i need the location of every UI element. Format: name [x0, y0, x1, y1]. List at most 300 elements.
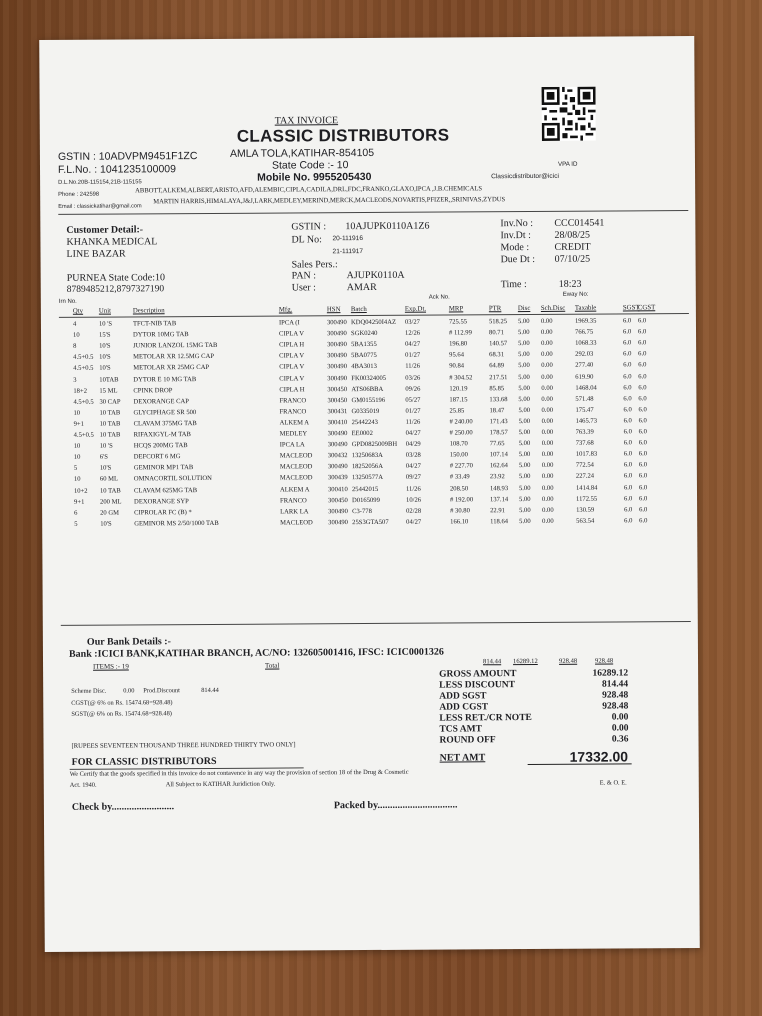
cell-exp-date: 11/26: [405, 418, 421, 426]
col-header-hsn: HSN: [326, 306, 341, 314]
cell-description: DEXORANGE SYP: [134, 497, 189, 506]
cell-sgst: 6.0: [623, 472, 633, 480]
totals-value: 0.00: [611, 723, 629, 734]
cell-sgst: 6.0: [622, 328, 632, 336]
cell-mrp: # 30.80: [450, 507, 470, 515]
prod-discount-label: Prod.Discount: [143, 687, 180, 695]
cell-exp-date: 04/29: [405, 440, 421, 448]
cell-unit: 10'S: [100, 520, 112, 528]
cell-sgst: 6.0: [624, 506, 633, 514]
cell-sch-disc: 0.00: [541, 395, 553, 403]
cell-hsn: 300490: [327, 441, 348, 449]
prod-discount-value: 814.44: [201, 686, 219, 695]
totals-value: 0.36: [611, 734, 629, 745]
company-email: Email : classickatihar@gmail.com: [58, 203, 142, 210]
cell-batch: 13250683A: [351, 452, 383, 460]
cell-mfg: MACLEOD: [279, 474, 313, 482]
cell-unit: 10'S: [99, 464, 112, 472]
cell-hsn: 300410: [327, 485, 348, 493]
cell-disc: 5.00: [519, 506, 531, 514]
cell-taxable: 227.24: [575, 473, 595, 481]
customer-city-state: PURNEA State Code:10: [66, 272, 166, 284]
cell-exp-date: 03/28: [405, 451, 421, 459]
cell-disc: 5.00: [518, 440, 531, 448]
cell-description: RIFAXIGYL-M TAB: [133, 431, 191, 439]
cell-description: DYTOR E 10 MG TAB: [133, 375, 197, 383]
cell-sch-disc: 0.00: [542, 506, 554, 514]
cell-mrp: 95.64: [449, 351, 465, 359]
cell-cgst: 6.0: [638, 361, 647, 369]
cell-ptr: 137.14: [490, 495, 509, 503]
cell-hsn: 300450: [327, 396, 348, 404]
cell-mrp: 150.00: [449, 451, 468, 459]
col-header-qty: Qty: [72, 307, 84, 315]
cell-hsn: 300490: [326, 319, 347, 327]
cell-ptr: 518.25: [488, 318, 508, 326]
cell-cgst: 6.0: [638, 472, 648, 480]
cell-sgst: 6.0: [623, 461, 633, 469]
customer-dl-2: 21-111917: [332, 248, 364, 256]
bank-details: Bank :ICICI BANK,KATIHAR BRANCH, AC/NO: 132605001416, IFSC: ICIC0001326: [68, 646, 444, 660]
ack-label: Ack No.: [428, 294, 450, 301]
cell-mrp: 108.70: [449, 440, 468, 448]
state-code: State Code :- 10: [271, 159, 349, 172]
irn-label: Irn No.: [58, 298, 77, 305]
cell-description: HCQS 200MG TAB: [133, 442, 188, 450]
cell-mfg: LARK LA: [280, 508, 309, 516]
cell-batch: FK00324005: [351, 374, 387, 382]
cell-mfg: FRANCO: [279, 408, 307, 416]
cell-taxable: 619.90: [575, 373, 594, 381]
scheme-disc-value: 0.00: [123, 687, 135, 695]
cell-ptr: 22.91: [490, 506, 505, 514]
cell-mfg: IPCA (I: [278, 319, 300, 327]
cell-qty: 5: [74, 520, 78, 528]
cell-cgst: 6.0: [638, 450, 648, 458]
cell-exp-date: 01/27: [405, 407, 421, 415]
cell-sgst: 6.0: [623, 350, 632, 358]
cell-description: TFCT-NIB TAB: [132, 320, 177, 328]
pan-label: PAN :: [291, 270, 317, 282]
cell-disc: 5.00: [518, 340, 530, 348]
items-count: ITEMS :- 19: [93, 662, 129, 671]
cell-disc: 5.00: [518, 373, 530, 381]
cell-batch: SGK0240: [350, 330, 378, 338]
cell-unit: 10 TAB: [99, 431, 121, 439]
company-phone: Phone : 242598: [58, 191, 100, 198]
cell-hsn: 300490: [327, 363, 348, 371]
cell-qty: 3: [73, 376, 77, 384]
col-header-batch: Batch: [350, 306, 367, 314]
cgst-line: CGST(@ 6% on Rs. 15474.68=928.48): [71, 699, 173, 707]
cell-mrp: 25.85: [449, 407, 465, 415]
cell-qty: 8: [73, 342, 77, 350]
totals-value: 16289.12: [592, 668, 629, 679]
cell-exp-date: 04/27: [405, 462, 421, 471]
totals-label: LESS RET./CR NOTE: [439, 713, 532, 724]
cell-unit: 10 'S: [99, 442, 113, 450]
cell-disc: 5.00: [518, 351, 530, 359]
certify-line-1: We Certify that the goods specified in this invoice do not contavence in any way the provision of section 18 of the Drug & Cosmetic: [69, 768, 409, 778]
cell-disc: 5.00: [518, 406, 531, 414]
user-value: AMAR: [346, 281, 377, 294]
cell-sgst: 6.0: [623, 339, 632, 347]
cell-sgst: 6.0: [623, 483, 633, 491]
cell-mfg: CIPLA H: [279, 341, 305, 349]
cell-disc: 5.00: [519, 517, 531, 525]
cell-batch: 5BA1355: [351, 341, 377, 349]
cell-qty: 9+1: [74, 498, 85, 506]
cell-sgst: 6.0: [623, 450, 633, 458]
cell-exp-date: 09/26: [405, 385, 421, 393]
cell-cgst: 6.0: [638, 383, 647, 391]
cell-ptr: 148.93: [489, 484, 509, 492]
packed-by: Packed by................................: [333, 799, 458, 812]
cell-qty: 10: [73, 409, 81, 417]
cell-cgst: 6.0: [638, 372, 647, 380]
cell-batch: 25S3GTA507: [352, 518, 389, 526]
totals-label: TCS AMT: [439, 724, 482, 735]
cell-ptr: 178.57: [489, 429, 508, 437]
total-discount: 814.44: [483, 658, 502, 666]
cell-taxable: 277.40: [575, 362, 594, 370]
cell-taxable: 1414.84: [575, 484, 598, 492]
cell-sch-disc: 0.00: [542, 495, 554, 503]
cell-qty: 4.5+0.5: [73, 431, 94, 439]
cell-mfg: FRANCO: [279, 397, 307, 405]
cell-exp-date: 03/27: [404, 318, 421, 326]
cell-sgst: 6.0: [623, 406, 632, 414]
cell-taxable: 763.39: [575, 428, 594, 436]
scheme-disc-label: Scheme Disc.: [71, 687, 107, 695]
cell-hsn: 300410: [327, 419, 348, 427]
col-header-disc: Disc: [517, 305, 531, 313]
cell-sgst: 6.0: [623, 417, 632, 425]
cell-qty: 6: [74, 509, 78, 517]
cell-hsn: 300450: [327, 385, 348, 393]
cell-qty: 10: [73, 453, 81, 461]
cell-sgst: 6.0: [623, 361, 632, 369]
cell-mrp: 196.80: [449, 340, 468, 348]
customer-gstin-label: GSTIN :: [291, 221, 327, 233]
cell-sch-disc: 0.00: [541, 462, 554, 470]
col-header-sgst: SGST: [622, 304, 640, 312]
cell-description: GEMINOR MS 2/50/1000 TAB: [134, 519, 219, 528]
sales-person-label: Sales Pers.:: [291, 259, 338, 271]
cell-qty: 4: [72, 320, 77, 328]
cell-unit: 10'S: [99, 364, 111, 373]
cell-sch-disc: 0.00: [541, 384, 553, 392]
cell-taxable: 1172.55: [576, 495, 598, 503]
eoe-note: E. & O. E.: [599, 779, 627, 787]
cell-taxable: 766.75: [574, 328, 594, 336]
cell-ptr: 162.64: [489, 462, 508, 470]
cell-unit: 10'S: [99, 342, 111, 350]
cell-batch: D0165099: [352, 496, 380, 504]
cell-batch: G0335019: [351, 407, 380, 415]
cell-ptr: 140.57: [489, 340, 508, 348]
cell-taxable: 1468.04: [575, 384, 597, 392]
cell-batch: KDQ04250I4AZ: [350, 318, 397, 327]
cell-mfg: MEDLEY: [279, 430, 308, 438]
cell-unit: 10'S: [99, 353, 111, 361]
totals-value: 928.48: [602, 701, 629, 712]
eway-label: Eway No:: [562, 291, 589, 298]
cell-exp-date: 12/26: [404, 329, 421, 337]
cell-ptr: 217.51: [489, 373, 508, 381]
customer-gstin: 10AJUPK0110A1Z6: [345, 220, 430, 233]
cell-ptr: 107.14: [489, 451, 508, 459]
cell-cgst: 6.0: [638, 350, 647, 358]
cell-mrp: # 33.49: [449, 473, 470, 481]
cell-unit: 10 'S: [98, 320, 113, 328]
cell-cgst: 6.0: [637, 328, 647, 336]
sgst-line: SGST(@ 6% on Rs. 15474.68=928.48): [71, 710, 172, 718]
company-mobile: Mobile No. 9955205430: [257, 170, 372, 184]
cell-disc: 5.00: [518, 451, 531, 459]
cell-qty: 10+2: [73, 487, 88, 495]
cell-qty: 4.5+0.5: [73, 365, 94, 373]
cell-ptr: 64.89: [489, 362, 505, 370]
cell-sch-disc: 0.00: [540, 317, 553, 325]
cell-mrp: # 250.00: [449, 429, 473, 437]
cell-hsn: 300490: [328, 507, 348, 515]
col-header-cgst: CGST: [637, 304, 656, 312]
cell-batch: ATS06BBA: [351, 385, 384, 393]
cell-hsn: 300490: [328, 518, 348, 527]
invoice-paper: [39, 36, 700, 952]
inv-date-label: Inv.Dt :: [500, 230, 531, 242]
cell-taxable: 1969.35: [574, 317, 597, 325]
cell-description: CLAVAM 625MG TAB: [133, 486, 198, 494]
due-date: 07/10/25: [554, 253, 591, 265]
cell-qty: 10: [73, 442, 81, 450]
cell-unit: 10 TAB: [99, 409, 121, 417]
cell-batch: 13250577A: [351, 474, 384, 482]
net-amount-label: NET AMT: [439, 752, 486, 764]
customer-area: LINE BAZAR: [66, 248, 126, 260]
cell-taxable: 571.48: [575, 395, 594, 403]
company-address: AMLA TOLA,KATIHAR-854105: [229, 146, 375, 160]
cell-hsn: 300432: [327, 452, 348, 460]
cell-unit: 10 TAB: [99, 420, 121, 428]
cell-disc: 5.00: [518, 473, 531, 481]
cell-sch-disc: 0.00: [541, 439, 554, 448]
time-value: 18:23: [558, 278, 582, 290]
customer-label: Customer Detail:-: [66, 224, 144, 236]
cell-mrp: # 112.99: [448, 329, 472, 337]
cell-ptr: 171.43: [489, 418, 508, 426]
cell-cgst: 6.0: [639, 517, 648, 525]
cell-taxable: 563.54: [576, 517, 595, 525]
certify-line-2: Act. 1940.: [69, 781, 97, 789]
cell-sgst: 6.0: [623, 372, 632, 380]
jurisdiction-note: All Subject to KATIHAR Juridiction Only.: [165, 780, 276, 789]
cell-disc: 5.00: [518, 384, 530, 392]
cell-hsn: 300490: [327, 341, 347, 349]
cell-sch-disc: 0.00: [541, 417, 554, 425]
col-header-ptr: PTR: [488, 305, 502, 313]
cell-mfg: CIPLA H: [279, 385, 305, 394]
cell-mrp: # 227.70: [449, 462, 473, 470]
qr-code-icon: [542, 87, 596, 141]
cell-mfg: MACLEOD: [280, 519, 313, 527]
cell-unit: 15 ML: [99, 387, 118, 395]
cell-mrp: # 240.00: [449, 418, 473, 426]
brands-line-1: ABBOTT,ALKEM,ALBERT,ARISTO,AFD,ALEMBIC,CIPLA,CADILA,DRL,FDC,FRANKO,GLAXO,IPCA ,J.B.CHEMICALS: [135, 185, 483, 195]
pan-value: AJUPK0110A: [346, 269, 405, 282]
cell-batch: 4BA3013: [351, 363, 377, 371]
total-cgst: 928.48: [595, 657, 614, 665]
cell-cgst: 6.0: [638, 461, 648, 469]
totals-label: ADD SGST: [439, 691, 487, 702]
cell-qty: 18+2: [73, 387, 87, 395]
cell-sch-disc: 0.00: [541, 484, 554, 492]
cell-mrp: 166.10: [450, 518, 469, 526]
customer-name: KHANKA MEDICAL: [66, 236, 158, 248]
cell-unit: 15'S: [99, 331, 111, 339]
cell-sgst: 6.0: [624, 494, 633, 503]
cell-mrp: # 304.52: [449, 373, 473, 382]
cell-disc: 5.00: [518, 417, 531, 425]
cell-mfg: ALKEM A: [279, 485, 310, 494]
cell-exp-date: 01/27: [405, 351, 421, 360]
cell-mfg: FRANCO: [280, 496, 307, 505]
total-label: Total: [265, 661, 280, 670]
col-header-description: Description: [132, 307, 165, 315]
col-header-mfg: Mfg.: [278, 306, 293, 314]
cell-description: CIPROLAR FC (B) *: [134, 508, 192, 517]
due-date-label: Due Dt :: [500, 253, 536, 266]
col-header-mrp: MRP: [448, 305, 464, 313]
cell-mfg: ALKEM A: [279, 419, 310, 427]
customer-phones: 8789485212,8797327190: [66, 284, 165, 295]
cell-batch: 25442015: [351, 485, 379, 493]
company-gstin: GSTIN : 10ADVPM9451F1ZC: [57, 150, 198, 163]
inv-no-label: Inv.No :: [500, 217, 534, 230]
cell-batch: EE0002: [351, 429, 373, 438]
cell-sch-disc: 0.00: [541, 362, 553, 370]
cell-sch-disc: 0.00: [541, 451, 554, 459]
total-gross: 16289.12: [513, 657, 538, 666]
cell-unit: 6'S: [99, 453, 108, 461]
cell-ptr: 18.47: [489, 406, 505, 415]
time-label: Time :: [500, 279, 527, 291]
cell-mfg: IPCA LA: [279, 441, 305, 449]
cell-cgst: 6.0: [638, 406, 647, 414]
cell-mrp: # 192.00: [450, 495, 474, 504]
customer-dl-label: DL No:: [291, 234, 322, 246]
cell-description: CPINK DROP: [133, 386, 173, 395]
totals-label: ROUND OFF: [439, 735, 496, 746]
invoice-type-title: TAX INVOICE: [274, 115, 339, 127]
cell-hsn: 300490: [327, 374, 348, 382]
cell-taxable: 292.03: [575, 350, 594, 359]
cell-mrp: 725.55: [448, 318, 468, 326]
cell-qty: 5: [73, 465, 78, 473]
cell-disc: 5.00: [518, 362, 530, 370]
cell-batch: C3-778: [352, 507, 372, 515]
cell-unit: 10TAB: [99, 376, 119, 384]
cell-description: METOLAR XR 12.5MG CAP: [133, 353, 215, 361]
cell-ptr: 133.68: [489, 395, 508, 403]
cell-mfg: CIPLA V: [279, 330, 305, 338]
cell-description: METOLAR XR 25MG CAP: [133, 364, 210, 372]
cell-exp-date: 10/26: [406, 496, 422, 504]
cell-disc: 5.00: [518, 395, 530, 403]
totals-value: 928.48: [602, 690, 629, 701]
totals-value: 0.00: [611, 712, 629, 723]
cell-mfg: MACLEOD: [279, 463, 313, 471]
cell-unit: 20 GM: [100, 509, 120, 517]
cell-taxable: 1017.83: [575, 450, 598, 458]
cell-exp-date: 04/27: [405, 429, 421, 437]
totals-value: 814.44: [602, 679, 629, 690]
cell-unit: 30 CAP: [99, 398, 121, 406]
amount-in-words: [RUPEES SEVENTEEN THOUSAND THREE HUNDRED THIRTY TWO ONLY]: [71, 741, 296, 750]
net-amount-value: 17332.00: [569, 748, 629, 765]
cell-sgst: 6.0: [623, 439, 632, 447]
inv-no: CCC014541: [554, 217, 605, 229]
cell-qty: 10: [73, 476, 81, 484]
customer-dl-1: 20-111916: [332, 235, 364, 243]
cell-description: DEFCORT 6 MG: [133, 453, 181, 461]
vpa-value: Classicdistributor@icici: [491, 172, 559, 181]
cell-sgst: 6.0: [623, 383, 632, 392]
check-by: Check by.........................: [71, 801, 175, 813]
cell-batch: 5BA0775: [351, 352, 377, 360]
col-header-taxable: Taxable: [574, 304, 597, 312]
cell-hsn: 300490: [327, 352, 347, 360]
cell-batch: 18252056A: [351, 463, 383, 471]
cell-sch-disc: 0.00: [540, 328, 553, 337]
cell-ptr: 68.31: [489, 351, 505, 359]
cell-sgst: 6.0: [623, 428, 632, 436]
cell-exp-date: 03/26: [405, 374, 421, 382]
user-label: User :: [291, 282, 316, 294]
cell-hsn: 300490: [327, 430, 348, 438]
cell-cgst: 6.0: [639, 494, 648, 502]
totals-label: GROSS AMOUNT: [439, 669, 517, 680]
mode-label: Mode :: [500, 242, 530, 254]
cell-mfg: CIPLA V: [279, 374, 305, 383]
cell-batch: GM0155196: [351, 396, 386, 404]
totals-label: ADD CGST: [439, 702, 489, 713]
cell-disc: 5.00: [517, 329, 530, 337]
cell-ptr: 118.64: [490, 517, 509, 526]
cell-description: DEXORANGE CAP: [133, 397, 189, 406]
cell-disc: 5.00: [518, 484, 531, 492]
cell-taxable: 1465.73: [575, 417, 598, 425]
cell-taxable: 737.68: [575, 439, 594, 447]
cell-ptr: 77.65: [489, 440, 505, 448]
cell-cgst: 6.0: [638, 417, 647, 425]
cell-ptr: 23.92: [489, 473, 505, 481]
cell-mrp: 120.19: [449, 384, 468, 393]
cell-mrp: 90.84: [449, 362, 465, 370]
cell-qty: 9+1: [73, 420, 84, 428]
mode-value: CREDIT: [554, 241, 591, 253]
cell-mrp: 187.15: [449, 396, 468, 404]
cell-unit: 10 TAB: [99, 487, 121, 495]
totals-label: LESS DISCOUNT: [439, 680, 515, 691]
col-header-sch-disc: Sch.Disc: [540, 304, 566, 312]
cell-qty: 10: [73, 331, 80, 339]
cell-unit: 60 ML: [99, 475, 119, 484]
cell-taxable: 130.59: [576, 506, 595, 514]
cell-qty: 4.5+0.5: [73, 398, 94, 406]
cell-mfg: CIPLA V: [279, 363, 305, 371]
